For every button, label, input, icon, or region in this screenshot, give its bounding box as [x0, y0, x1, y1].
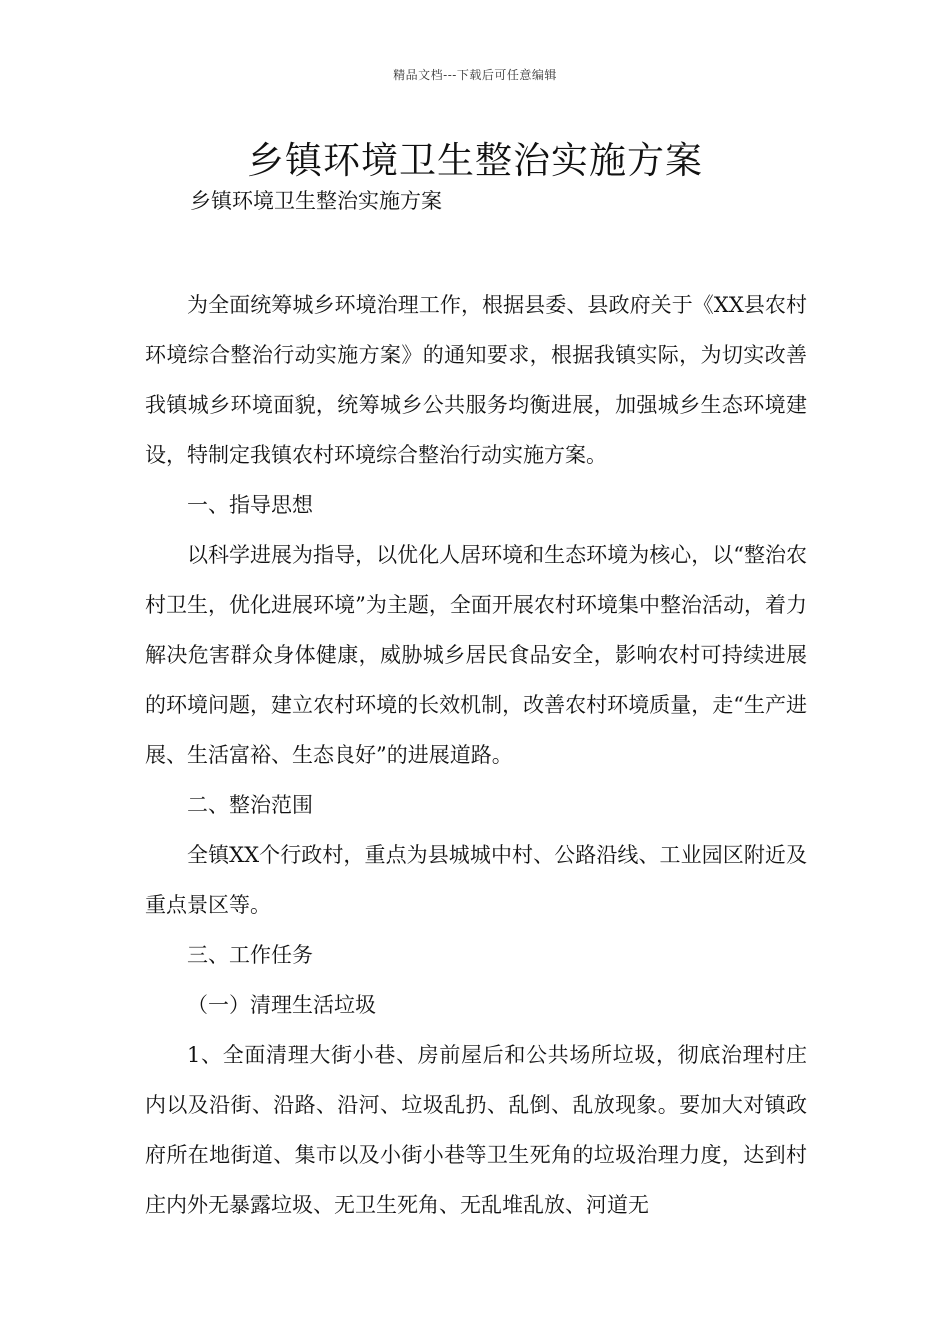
document-subtitle: 乡镇环境卫生整治实施方案: [190, 189, 442, 213]
document-body: [145, 280, 807, 1230]
task-item-1-paragraph: 1、全面清理大街小巷、房前屋后和公共场所垃圾，彻底治理村庄内以及沿街、沿路、沿河、垃圾乱扔、乱倒、乱放现象。要加大对镇政府所在地街道、集市以及小街小巷等卫生死角的垃圾治理力度，达到村庄内外无暴露垃圾、无卫生死角、无乱堆乱放、河道无: [145, 1043, 807, 1217]
section-heading-guiding-thought: 一、指导思想: [187, 493, 313, 517]
guiding-thought-paragraph: 以科学进展为指导，以优化人居环境和生态环境为核心，以“整治农村卫生，优化进展环境”为主题，全面开展农村环境集中整治活动，着力解决危害群众身体健康，威胁城乡居民食品安全，影响农村可持续进展的环境问题，建立农村环境的长效机制，改善农村环境质量，走“生产进展、生活富裕、生态良好”的进展道路。: [145, 543, 807, 767]
intro-paragraph: 为全面统筹城乡环境治理工作，根据县委、县政府关于《XX县农村环境综合整治行动实施方案》的通知要求，根据我镇实际，为切实改善我镇城乡环境面貌，统筹城乡公共服务均衡进展，加强城乡生态环境建设，特制定我镇农村环境综合整治行动实施方案。: [145, 293, 807, 467]
section-heading-scope: 二、整治范围: [187, 793, 313, 817]
document-title: 乡镇环境卫生整治实施方案: [247, 139, 703, 182]
section-heading-tasks: 三、工作任务: [187, 943, 313, 967]
subsection-heading-garbage: （一）清理生活垃圾: [187, 993, 376, 1017]
page-header-note: 精品文档---下载后可任意编辑: [393, 68, 557, 82]
scope-paragraph: 全镇XX个行政村，重点为县城城中村、公路沿线、工业园区附近及重点景区等。: [145, 843, 807, 917]
